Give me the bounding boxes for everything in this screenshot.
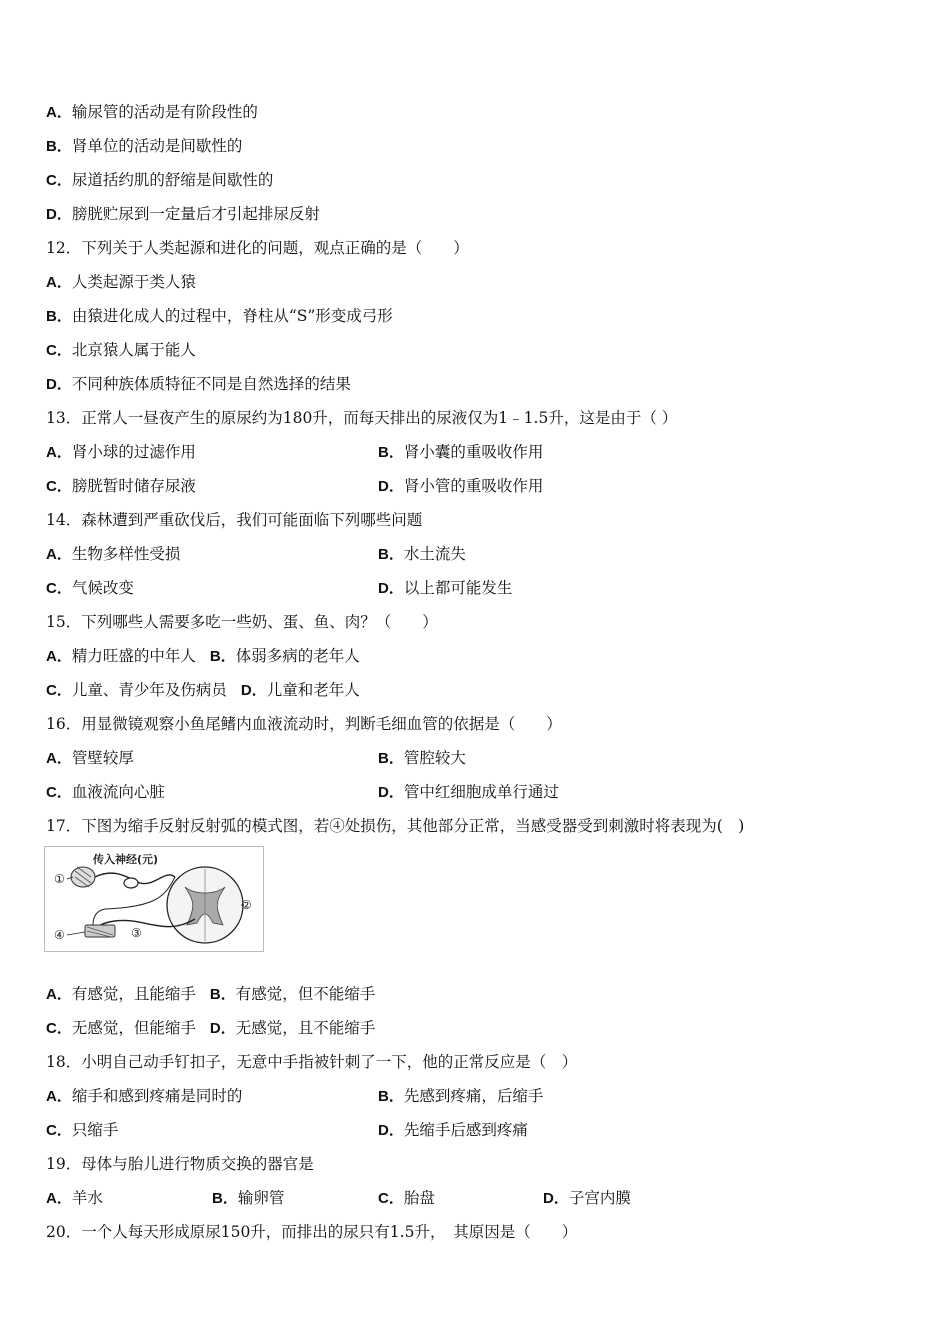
- marker-2: ②: [241, 898, 252, 912]
- q14-option-b: B．水土流失: [378, 545, 466, 563]
- q11-option-c: C．尿道括约肌的舒缩是间歇性的: [46, 171, 274, 189]
- effector-muscle: [85, 925, 115, 937]
- q13-stem: 13．正常人一昼夜产生的原尿约为180升，而每天排出的尿液仅为1﹣1.5升，这是由于（ ）: [46, 409, 678, 427]
- q16-option-b: B．管腔较大: [378, 749, 466, 767]
- q12-option-c: C．北京猿人属于能人: [46, 341, 196, 359]
- q15-stem: 15．下列哪些人需要多吃一些奶、蛋、鱼、肉？（ ）: [46, 613, 438, 631]
- reflex-arc-figure: [44, 846, 264, 952]
- q14-stem: 14．森林遭到严重砍伐后，我们可能面临下列哪些问题: [46, 511, 423, 529]
- q18-option-d: D．先缩手后感到疼痛: [378, 1121, 528, 1139]
- q13-option-c: C．膀胱暂时储存尿液: [46, 477, 196, 495]
- q16-option-d: D．管中红细胞成单行通过: [378, 783, 559, 801]
- q13-option-a: A．肾小球的过滤作用: [46, 443, 196, 461]
- q12-option-b: B．由猿进化成人的过程中，脊柱从“S”形变成弓形: [46, 307, 393, 325]
- q19-option-d: D．子宫内膜: [543, 1189, 631, 1207]
- q17-stem: 17．下图为缩手反射反射弧的模式图，若④处损伤，其他部分正常，当感受器受到刺激时将表现为( ): [46, 817, 745, 835]
- q11-option-b: B．肾单位的活动是间歇性的: [46, 137, 243, 155]
- q13-option-b: B．肾小囊的重吸收作用: [378, 443, 544, 461]
- q17-options-cd: C．无感觉，但能缩手 D．无感觉，且不能缩手: [46, 1019, 376, 1037]
- q13-option-d: D．肾小管的重吸收作用: [378, 477, 544, 495]
- receptor-shape: [71, 867, 95, 887]
- q14-option-d: D．以上都可能发生: [378, 579, 513, 597]
- q17-options-ab: A．有感觉，且能缩手 B．有感觉，但不能缩手: [46, 985, 376, 1003]
- q12-option-d: D．不同种族体质特征不同是自然选择的结果: [46, 375, 351, 393]
- q19-option-a: A．羊水: [46, 1189, 103, 1207]
- q12-option-a: A．人类起源于类人猿: [46, 273, 196, 291]
- q19-stem: 19．母体与胎儿进行物质交换的器官是: [46, 1155, 314, 1173]
- ganglion: [124, 878, 138, 888]
- q18-stem: 18．小明自己动手钉扣子，无意中手指被针刺了一下，他的正常反应是（ ）: [46, 1053, 578, 1071]
- q12-stem: 12．下列关于人类起源和进化的问题，观点正确的是（ ）: [46, 239, 469, 257]
- marker-4: ④: [54, 928, 65, 942]
- q19-option-b: B．输卵管: [212, 1189, 285, 1207]
- q11-option-a: A．输尿管的活动是有阶段性的: [46, 103, 258, 121]
- q18-option-a: A．缩手和感到疼痛是同时的: [46, 1087, 243, 1105]
- figure-label-afferent: 传入神经(元): [93, 853, 159, 866]
- q14-option-c: C．气候改变: [46, 579, 134, 597]
- q19-option-c: C．胎盘: [378, 1189, 435, 1207]
- q11-option-d: D．膀胱贮尿到一定量后才引起排尿反射: [46, 205, 320, 223]
- q15-options-ab: A．精力旺盛的中年人 B．体弱多病的老年人: [46, 647, 360, 665]
- q16-option-a: A．管壁较厚: [46, 749, 134, 767]
- q14-option-a: A．生物多样性受损: [46, 545, 181, 563]
- q15-options-cd: C．儿童、青少年及伤病员 D．儿童和老年人: [46, 681, 360, 699]
- q18-option-c: C．只缩手: [46, 1121, 119, 1139]
- q18-option-b: B．先感到疼痛，后缩手: [378, 1087, 544, 1105]
- marker-1: ①: [54, 872, 65, 886]
- q16-stem: 16．用显微镜观察小鱼尾鳍内血液流动时，判断毛细血管的依据是（ ）: [46, 715, 562, 733]
- q20-stem: 20．一个人每天形成原尿150升，而排出的尿只有1.5升， 其原因是（ ）: [46, 1223, 578, 1241]
- q16-option-c: C．血液流向心脏: [46, 783, 165, 801]
- marker-3: ③: [131, 926, 142, 940]
